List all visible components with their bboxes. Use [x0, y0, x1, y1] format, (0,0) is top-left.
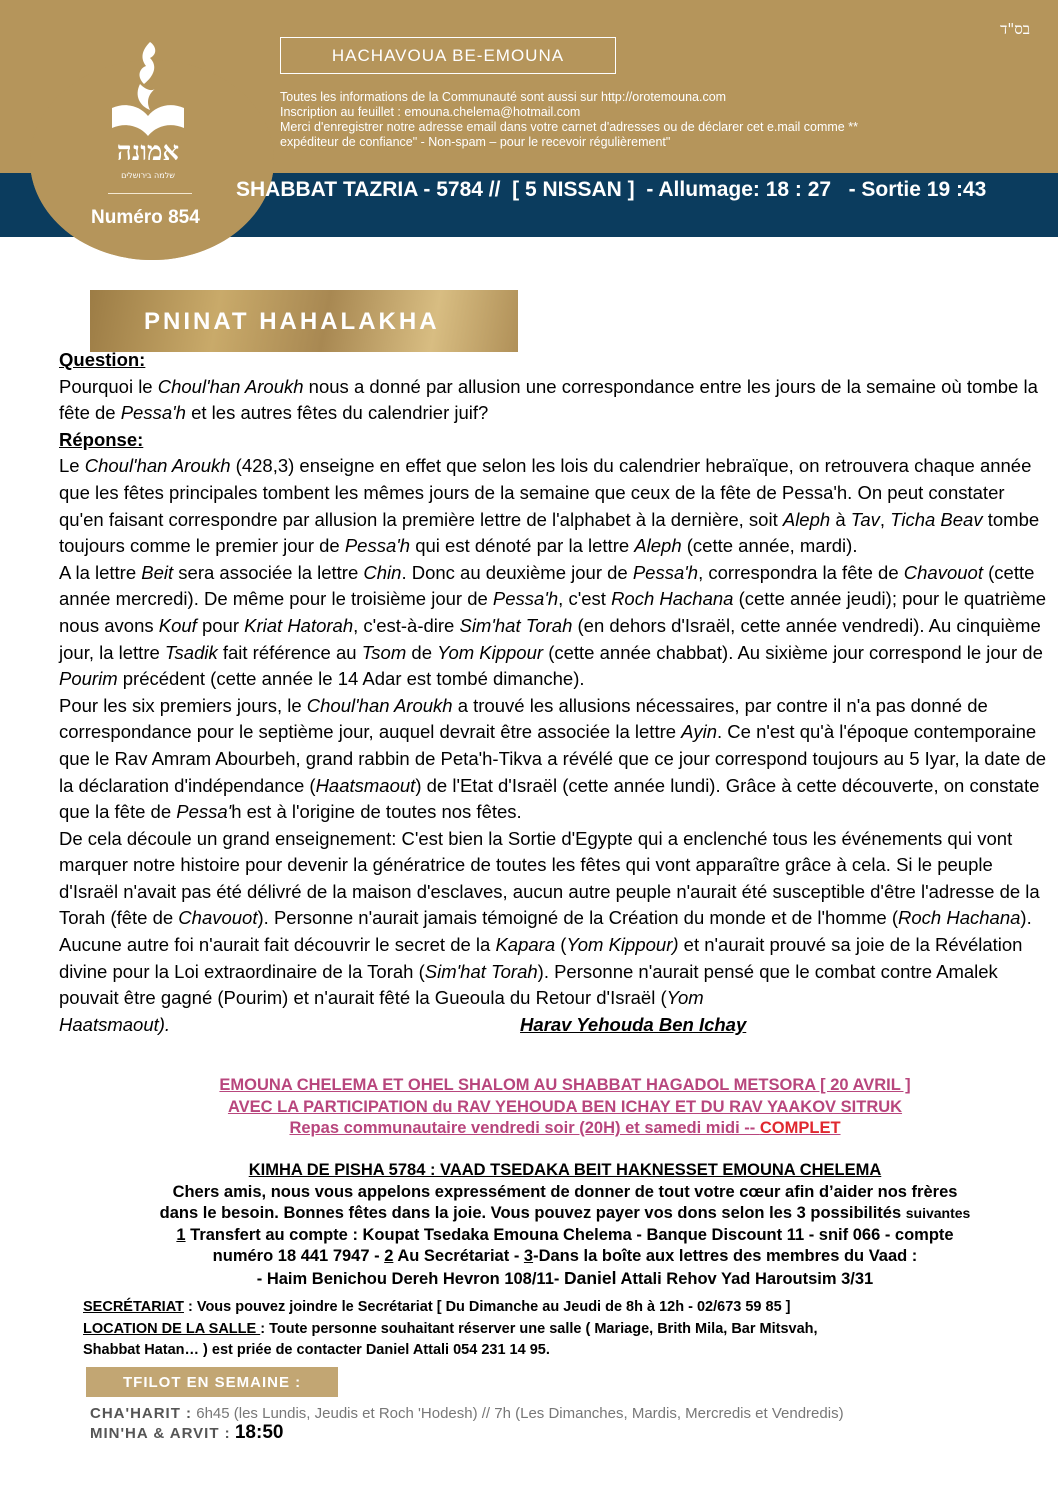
kimha-text: Au Secrétariat - [393, 1247, 524, 1266]
italic-term: Yom Haatsmaout). [59, 987, 704, 1035]
question-text [59, 374, 1049, 427]
shacharit-line [90, 1404, 844, 1423]
text-run: ). Aucune autre foi n'aurait fait découvrir le secret de la [59, 907, 1032, 956]
italic-term: Pessa'h [344, 535, 411, 557]
emouna-logo-icon [100, 36, 196, 186]
text-run: ). Personne n'aurait jamais témoigné de la Création du monde et de l'homme ( [257, 907, 899, 929]
signature: Harav Yehouda Ben Ichay [520, 1013, 747, 1035]
text-run: précédent (cette année le 14 Adar est tombé dimanche). [117, 668, 585, 690]
practical-info [83, 1297, 1043, 1362]
italic-term: Chavouot [903, 561, 983, 583]
text-run: a trouvé les allusions nécessaires, par contre il n'a pas donné de correspondance pour le septième jour, auquel devrait être associée la lettre [59, 694, 988, 743]
prayer-schedule [90, 1404, 844, 1443]
kimha-text: Attali Rehov Yad Haroutsim 3/31 [616, 1269, 874, 1288]
header-info [280, 90, 858, 150]
complet-label: COMPLET [759, 1119, 841, 1138]
secretariat-line [83, 1297, 1043, 1319]
text-run: (cette année jeudi); pour le quatrième nous avons [59, 588, 1047, 636]
italic-term: Kriat Hatorah [244, 614, 354, 636]
text-run: tombe toujours comme le premier jour de [59, 508, 1040, 557]
text-run: (cette année, mardi). [681, 535, 858, 557]
text-run: ( [555, 934, 567, 956]
info-line-spam-1: Merci d'enregistrer notre adresse email dans votre carnet d'adresses ou de déclarer cet e.mail comme ** [280, 120, 858, 134]
italic-term: Beit [141, 561, 174, 583]
italic-term: Sim'hat Torah [459, 614, 573, 636]
answer-paragraph [59, 560, 1049, 693]
kimha-title: KIMHA DE PISHA 5784 : VAAD TSEDAKA BEIT HAKNESSET EMOUNA CHELEMA [248, 1161, 882, 1179]
italic-term: Tsom [361, 641, 407, 663]
logo-hebrew: אמונה [116, 137, 180, 167]
italic-term: Yom Kippour) [566, 934, 679, 956]
text-run: sera associée la lettre [173, 561, 364, 583]
kimha-line [80, 1268, 1050, 1291]
location-line: Shabbat Hatan… ) est priée de contacter Daniel Attali 054 231 14 95. [83, 1342, 550, 1359]
text-run: à [830, 508, 851, 530]
kimha-line [80, 1246, 1050, 1268]
info-line-spam-2: expéditeur de confiance" - Non-spam – pour le recevoir régulièrement" [280, 135, 671, 149]
answer-paragraph [59, 826, 1049, 1039]
text-run: , [879, 508, 891, 530]
kimha-line [80, 1203, 1050, 1225]
italic-term: Haatsmaout [315, 774, 416, 796]
text-run: Le [59, 455, 85, 477]
italic-term: Chin [363, 561, 402, 583]
italic-term: Aleph [634, 535, 682, 557]
publication-title: HACHAVOUA BE-EMOUNA [280, 37, 616, 74]
italic-term: Chavouot [178, 907, 258, 929]
text-run: . Ce n'est qu'à l'époque contemporaine que le Rav Amram Abourbeh, grand rabbin de Peta'h-Tikva a révélé que ce jour correspond toujours au 5 Iyar, la date de la déclaration d'indépendance ( [59, 721, 1047, 796]
italic-term: Roch Hachana [898, 907, 1021, 929]
answer-paragraph [59, 453, 1049, 559]
kimha-line: Chers amis, nous vous appelons expressément de donner de tout votre cœur afin d’aider nos frères [172, 1182, 958, 1201]
italic-term: Ayin [681, 721, 717, 743]
italic-term: Roch Hachana [611, 588, 734, 610]
logo-divider [108, 193, 192, 194]
location-line [83, 1319, 1043, 1341]
italic-term: Tav [850, 508, 880, 530]
italic-term: Kapara [495, 934, 556, 956]
text-run: Pour les six premiers jours, le [59, 694, 307, 716]
logo-tagline: שלמה בירושלים [121, 171, 175, 180]
text-run: (428,3) enseigne en effet que selon les lois du calendrier hebraïque, on retrouvera chaque année que les fêtes principales tombent les mêmes jours de la semaine que ceux de la fête de Pessa'h. On peut constater qu'en faisant correspondre par allusion la première lettre de l'alphabet à la dernière, soit [59, 455, 1032, 530]
italic-term: Kouf [158, 614, 197, 636]
option-number: 2 [384, 1247, 394, 1266]
text-run: nous a donné par allusion une correspondance entre les jours de la semaine où tombe la fête de [59, 375, 1038, 424]
text-run: fait référence au [217, 641, 362, 663]
secretariat-text: : Vous pouvez joindre le Secrétariat [ Du Dimanche au Jeudi de 8h à 12h - 02/673 59 85 ] [183, 1299, 791, 1315]
text-run: qui est dénoté par la lettre [410, 535, 635, 557]
kimha-section [80, 1160, 1050, 1291]
kimha-text: suivantes [905, 1205, 971, 1222]
italic-term: Choul'han Aroukh [84, 455, 231, 477]
text-run: , c'est [558, 588, 612, 610]
mincha-label: MIN'HA & ARVIT : [90, 1425, 231, 1442]
kimha-text: - Haim Benichou Dereh Hevron 108/11- [256, 1269, 564, 1288]
shabbat-times: SHABBAT TAZRIA - 5784 // [ 5 NISSAN ] - Allumage: 18 : 27 - Sortie 19 :43 [236, 178, 987, 201]
italic-term: Yom Kippour [437, 641, 544, 663]
answer-label: Réponse: [59, 428, 144, 450]
text-run: Pourquoi le [59, 375, 158, 397]
text-run: . Donc au deuxième jour de [401, 561, 633, 583]
italic-term: Pessa'h [632, 561, 699, 583]
text-run: ). Personne n'aurait pensé que le combat contre Amalek pouvait être gagné (Pourim) et n'aurait fêté la Gueoula du Retour d'Israël ( [59, 960, 998, 1009]
option-number: 3 [523, 1247, 534, 1266]
article [59, 347, 1049, 1038]
info-line-email: Inscription au feuillet : emouna.chelema@hotmail.com [280, 105, 581, 119]
text-run: A la lettre [59, 561, 142, 583]
italic-term: Choul'han Aroukh [157, 375, 304, 397]
italic-term: Pessa' [176, 801, 232, 823]
text-run: (cette année chabbat). Au sixième jour correspond le jour de [543, 641, 1043, 663]
issue-number: Numéro 854 [91, 207, 200, 228]
kimha-line [80, 1225, 1050, 1247]
italic-term: Pessa'h [492, 588, 559, 610]
italic-term: Aleph [782, 508, 831, 530]
event-meal: Repas communautaire vendredi soir (20H) et samedi midi -- [289, 1119, 760, 1138]
kimha-text: numéro 18 441 7947 - [212, 1247, 385, 1266]
section-title: PNINAT HAHALAKHA [90, 290, 518, 352]
italic-term: Sim'hat Torah [424, 960, 538, 982]
italic-term: Choul'han Aroukh [306, 694, 453, 716]
kimha-text: -Dans la boîte aux lettres des membres du Vaad : [533, 1247, 918, 1266]
text-run: h est à l'origine de toutes nos fêtes. [231, 801, 522, 823]
kimha-text: Daniel [563, 1267, 617, 1288]
kimha-text: Transfert au compte : Koupat Tsedaka Emouna Chelema - Banque Discount 11 - snif 066 - compte [185, 1225, 954, 1244]
event-line [60, 1118, 1058, 1140]
text-run: , c'est-à-dire [353, 614, 460, 636]
italic-term: Tsadik [164, 641, 218, 663]
kimha-text: dans le besoin. Bonnes fêtes dans la joie. Vous pouvez payer vos dons selon les 3 possibilités [159, 1204, 906, 1223]
option-number: 1 [176, 1225, 186, 1244]
italic-term: Ticha Beav [890, 508, 983, 530]
text-run: De cela découle un grand enseignement: C'est bien la Sortie d'Egypte qui a enclenché tous les événements qui vont marquer notre histoire pour devenir la génératrice de toutes les fêtes qui vont apparaître grâce à cela. Si le peuple d'Israël n'avait pas été délivré de la maison d'esclaves, aucun autre peuple n'aurait été susceptible d'être l'adresse de la Torah (fête de [59, 827, 1040, 929]
italic-term: Pourim [59, 668, 118, 690]
text-run: de [406, 641, 438, 663]
text-run: , correspondra la fête de [698, 561, 904, 583]
event-line: EMOUNA CHELEMA ET OHEL SHALOM AU SHABBAT HAGADOL METSORA [ 20 AVRIL ] [219, 1076, 911, 1094]
event-line: AVEC LA PARTICIPATION du RAV YEHOUDA BEN ICHAY ET DU RAV YAAKOV SITRUK [227, 1097, 903, 1116]
prayer-schedule-title: TFILOT EN SEMAINE : [86, 1367, 338, 1397]
mincha-time: 18:50 [234, 1422, 284, 1443]
secretariat-label: SECRÉTARIAT [83, 1299, 184, 1315]
shacharit-times: 6h45 (les Lundis, Jeudis et Roch 'Hodesh) // 7h (Les Dimanches, Mardis, Mercredis et Vendredis) [192, 1405, 844, 1422]
answer-paragraph [59, 693, 1049, 826]
event-announcement [60, 1075, 1058, 1140]
location-text: : Toute personne souhaitant réserver une salle ( Mariage, Brith Mila, Bar Mitsvah, [260, 1320, 818, 1337]
text-run: ) de l'Etat d'Israël (cette année lundi). Grâce à cette découverte, on constate que la fête de [59, 774, 1040, 823]
text-run: pour [196, 614, 245, 636]
answer-paragraph-text [59, 828, 1040, 1035]
text-run: et n'aurait prouvé sa joie de la Révélation divine pour la Loi extraordinaire de la Torah ( [59, 934, 1023, 982]
question-label: Question: [59, 349, 146, 370]
text-run: et les autres fêtes du calendrier juif? [185, 402, 489, 424]
info-line-website: Toutes les informations de la Communauté sont aussi sur http://orotemouna.com [280, 90, 727, 104]
bsd-mark: בס"ד [1000, 20, 1030, 38]
mincha-line [90, 1423, 844, 1443]
text-run: (cette année mercredi). De même pour le troisième jour de [59, 561, 1035, 610]
shacharit-label: CHA'HARIT : [90, 1405, 193, 1422]
text-run: (en dehors d'Israël, cette année vendredi). Au cinquième jour, la lettre [59, 614, 1041, 663]
location-label: LOCATION DE LA SALLE [83, 1320, 261, 1337]
italic-term: Pessa'h [120, 402, 186, 424]
